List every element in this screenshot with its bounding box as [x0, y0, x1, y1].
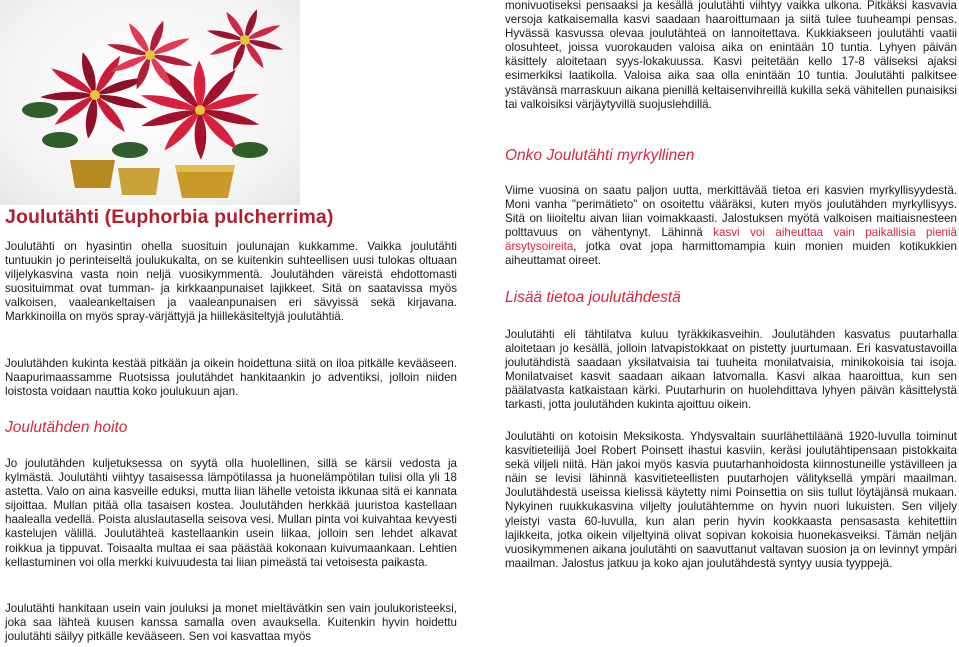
myrkyllinen-highlight: kasvi voi aiheuttaa vain paikallisia pieniä ärsytysoireita [505, 226, 957, 254]
hoito-text-1 [5, 457, 457, 570]
green-leaf [112, 142, 148, 158]
pots [70, 160, 235, 198]
bracts [22, 9, 283, 159]
hoito-text-2 [5, 602, 457, 644]
myrkyllinen-paragraph [505, 184, 957, 269]
poinsettia-illustration [0, 0, 300, 205]
green-leaf [22, 102, 58, 118]
poinsettia-photo [0, 0, 300, 205]
myrkyllinen-text-before: Viime vuosina on saatu paljon uutta, merkittävää tietoa eri kasvien myrkyllisyydestä. Moni vanha "perimätieto" on osoitettu vääräksi, kuten myös joulutähden myrkyllisyys. Sitä on liioiteltu aivan liian voimakkaasti. Jalostuksen myötä valkoisen maitiaisnesteen polttavuus on vähentynyt. Lähinnä [505, 184, 957, 240]
right-intro-paragraph: monivuotiseksi pensaaksi ja kesällä joulutähti viihtyy vaikka ulkona. Pitkäksi kasvavia versoja katkaisemalla kasvi saadaan haaroittumaan ja siitä tulee tuuheampi pensas. Hyvässä kasvussa olevaa joulutähteä on lannoitettava. Kukkiakseen joulutähti vaatii olosuhteet, joissa vuorokauden valoisa aika on enintään 10 tuntia. Lyhyen päivän käsittely aloitetaan syys-lokakuussa. Kasvi peitetään kello 17-8 väliseksi ajaksi esimerkiksi laatikolla. Valoisa aika saa olla enintään 10 tuntia. Joulutähti palkitsee ystävänsä marraskuun aikana pienillä keltaisenvihreillä kukilla sekä vähitellen punaisiksi tai valkoisiksi värjäytyvillä suojuslehdillä. [505, 0, 957, 111]
green-leaf [232, 142, 268, 158]
flower-center [195, 105, 205, 115]
myrkyllinen-text [505, 184, 957, 269]
flower-center [90, 90, 100, 100]
lisaa-paragraph-2: Joulutähti on kotoisin Meksikosta. Yhdysvaltain suurlähettiläänä 1920-luvulla toiminut kasvitieteilijä Joel Robert Poinsett ihastui kasviin, keräsi joulutähtipensaan pistokkaita sekä viljeli niitä. Hän jakoi myös kasvia puutarhanhoidosta kiinnostuneille ystävilleen ja näin se levisi lähinnä kasvitieteellisten puutarhojen välityksellä ympäri maailman. Joulutähdestä useissa kielissä käytetty nimi Poinsettia on siis tullut löytäjänsä mukaan. Nykyinen ruukkukasvina viljelty joulutähtemme on hyvin nuori lukuisten. Sen viljely yleistyi vasta 60-luvulla, kun alan perin hyvin kookkaasta pensasasta kehitettiin lajikkeita, jotka oikein viljeltyinä olivat sopivan kokoisia huonekasveiksi. Tämän neljän vuosikymmenen aikana joulutähti on saavuttanut valtavan suosion ja on levinnyt ympäri maailman. Jalostus jatkuu ja koko ajan joulutähdestä syntyy uusia tyyppejä. [505, 430, 957, 570]
hoito-paragraph-1: Jo joulutähden kuljetuksessa on syytä olla huolellinen, sillä se kärsii vedosta ja kylmästä. Joulutähti viihtyy tasaisessa lämpötilassa ja huonelämpötilan tulisi olla yli 18 astetta. Valo on aina kasveille eduksi, mutta liian lähelle vetoista ikkunaa sitä ei kannata sijoittaa. Mullan pitää olla tasaisen kostea. Joulutähden herkkää juuristoa kastellaan haalealla vedellä. Poista aluslautasella seisova vesi. Mullan pinta voi kuivahtaa kevyesti kastelujen välillä. Joulutähteä kastellaankin usein liikaa, jolloin sen lehdet alkavat roikkua ja tippuvat. Toisaalta multaa ei saa päästää kokonaan kuivumaankaan. Lehtien kellastuminen voi olla merkki kuivuudesta tai liian pimeästä tai vetoisesta paikasta. [5, 457, 457, 569]
lisaa-text-2 [505, 430, 957, 571]
intro-text-2 [5, 357, 457, 399]
right-intro-text [505, 0, 957, 112]
intro-paragraph-1: Joulutähti on hyasintin ohella suosituin joulunajan kukkamme. Vaikka joulutähti tuntuukin jo perinteiseltä joulukukalta, on se kuitenkin suhteellisen uusi tulokas oltuaan viljelykasvina vasta noin neljä vuosikymmentä. Joulutähden väreistä ehdottomasti suosituimmat ovat tumman- ja kirkkaanpunaiset lajikkeet. Sitä on saatavissa myös valkoisen, vaaleankeltaisen ja vaaleanpunaisen eri sävyissä sekä kirjavana. Markkinoilla on myös spray-värjättyjä ja hiillekäsiteltyjä joulutähtiä. [5, 240, 457, 324]
myrkyllinen-text-after: , jotka ovat jopa harmittomampia kuin monien muiden kotikukkien aiheuttamat oireet. [505, 240, 957, 268]
lisaa-text-1 [505, 328, 957, 413]
green-leaf [42, 132, 78, 148]
flower-center [145, 50, 155, 60]
hoito-paragraph-2: Joulutähti hankitaan usein vain jouluksi ja monet mieltävätkin sen vain joulukoristeeksi, joka saa lähteä kuusen kanssa samalla oven avauksella. Kuitenkin hyvin hoidettu joulutähti säilyy pitkälle kevääseen. Sen voi kasvattaa myös [5, 602, 457, 644]
lisaa-paragraph-1: Joulutähti eli tähtilatva kuluu tyräkkikasveihin. Joulutähden kasvatus puutarhalla aloitetaan jo kesällä, jolloin latvapistokkaat on pistetty juurtumaan. Eri kasvatustavoilla joulutähdistä saadaan yksilatvaisia tai tuuheita monilatvaisia, minikokoisia tai isoja. Monilatvaiset kasvit saadaan aikaan latvomalla. Kasvi alkaa haaroittua, kun sen päälatvasta katkaistaan kärki. Puutarhurin on huolehdittava lyhyen päivän käsittelystä tarkasti, jotta joulutähden kukinta ajoittuu oikein. [505, 328, 957, 412]
flower-center [240, 35, 250, 45]
intro-text [5, 240, 457, 325]
intro-paragraph-2: Joulutähden kukinta kestää pitkään ja oikein hoidettuna siitä on iloa pitkälle kevääseen. Naapurimaassamme Ruotsissa joulutähdet hankitaankin jo adventiksi, jolloin niiden loistosta voidaan nauttia koko joulukuun ajan. [5, 357, 457, 399]
heading-hoito: Joulutähden hoito [5, 419, 128, 436]
heading-myrkyllinen: Onko Joulutähti myrkyllinen [505, 147, 695, 164]
heading-lisaa-tietoa: Lisää tietoa joulutähdestä [505, 289, 681, 306]
page-title: Joulutähti (Euphorbia pulcherrima) [5, 206, 334, 228]
